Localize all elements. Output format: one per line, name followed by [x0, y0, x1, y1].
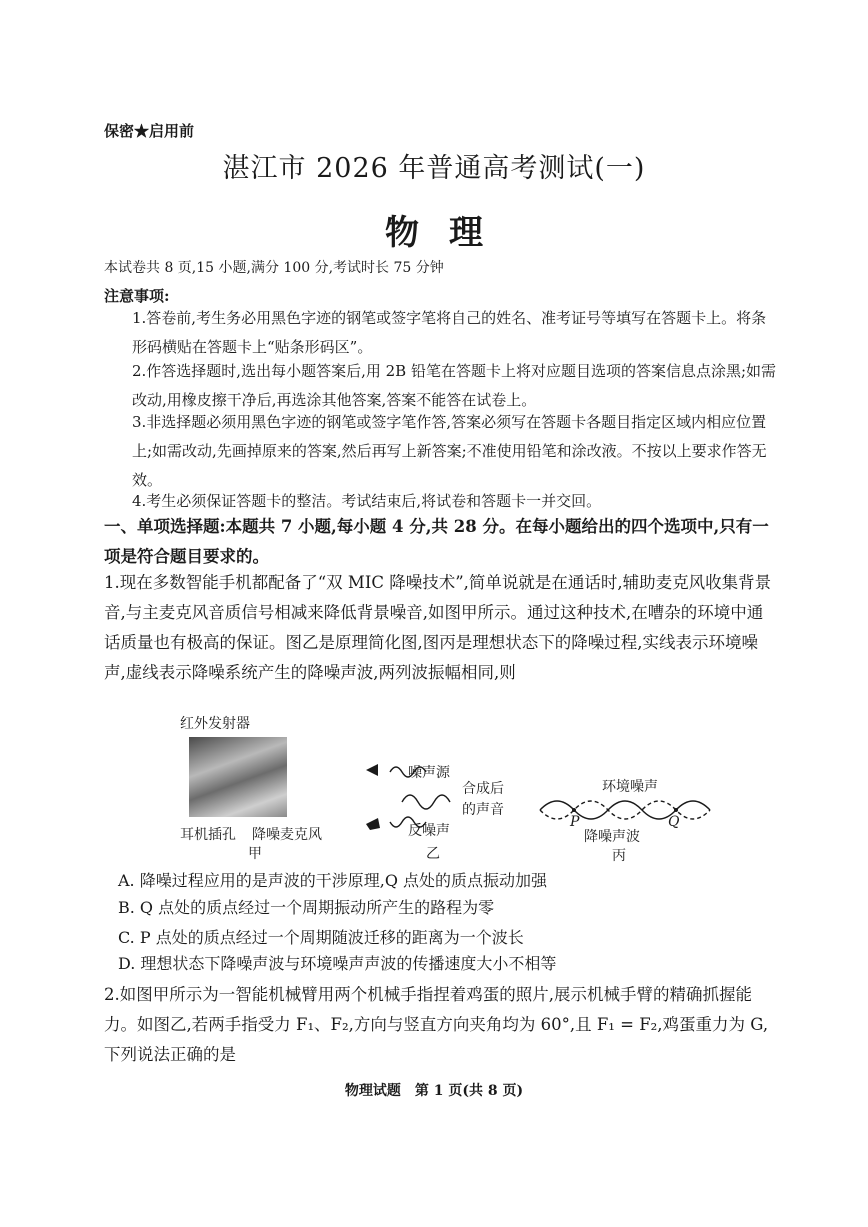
- fig-bing-diagram: [536, 790, 716, 830]
- fig-yi-caption: 乙: [426, 846, 440, 862]
- question-2-stem: 2.如图甲所示为一智能机械臂用两个机械手指捏着鸡蛋的照片,展示机械手臂的精确抓握能力。如图乙,若两手指受力 F₁、F₂,方向与竖直方向夹角均为 60°,且 F₁ = F₂,鸡蛋重力为 G,下列说法正确的是: [104, 985, 769, 1064]
- combined-wave: [402, 795, 450, 809]
- question-1-stem: 1.现在多数智能手机都配备了“双 MIC 降噪技术”,简单说就是在通话时,辅助麦克风收集背景音,与主麦克风音质信号相减来降低背景噪音,如图甲所示。通过这种技术,在嘈杂的环境中通话质量也有极高的保证。图乙是原理简化图,图丙是理想状态下的降噪过程,实线表示环境噪声,虚线表示降噪系统产生的降噪声波,两列波振幅相同,则: [104, 573, 772, 682]
- notes-heading: 注意事项:: [104, 287, 170, 305]
- noise-source-icon: [366, 764, 378, 776]
- subject-title: 物理: [385, 213, 513, 253]
- anti-noise-source-icon: [366, 818, 380, 830]
- option-b: B. Q 点处的质点经过一个周期振动所产生的路程为零: [118, 898, 495, 917]
- fig-bing-anti-label: 降噪声波: [584, 829, 640, 845]
- fig-jia-right-label: 降噪麦克风: [252, 827, 322, 843]
- note-item-1: 1.答卷前,考生务必用黑色字迹的钢笔或签字笔将自己的姓名、准考证号等填写在答题卡上。将条形码横贴在答题卡上“贴条形码区”。: [132, 309, 767, 356]
- note-item-2: 2.作答选择题时,选出每小题答案后,用 2B 铅笔在答题卡上将对应题目选项的答案信息点涂黑;如需改动,用橡皮擦干净后,再选涂其他答案,答案不能答在试卷上。: [132, 362, 777, 409]
- phone-photo: [189, 737, 287, 817]
- fig-bing-p-label: P: [570, 814, 580, 830]
- exam-info: 本试卷共 8 页,15 小题,满分 100 分,考试时长 75 分钟: [104, 260, 444, 276]
- fig-yi-source-label: 噪声源: [408, 765, 450, 781]
- note-item-3: 3.非选择题必须用黑色字迹的钢笔或签字笔作答,答案必须写在答题卡各题目指定区域内相应位置上;如需改动,先画掉原来的答案,然后再写上新答案;不准使用铅笔和涂改液。不按以上要求作答无效。: [132, 413, 767, 489]
- point-q-marker: [674, 808, 678, 812]
- fig-yi-combined-label-1: 合成后: [462, 781, 504, 797]
- option-c: C. P 点处的质点经过一个周期随波迁移的距离为一个波长: [118, 928, 524, 947]
- fig-bing-q-label: Q: [668, 814, 680, 830]
- fig-yi-anti-label: 反噪声: [408, 823, 450, 839]
- fig-jia-top-label: 红外发射器: [180, 716, 250, 732]
- section-heading: 一、单项选择题:本题共 7 小题,每小题 4 分,共 28 分。在每小题给出的四个选项中,只有一项是符合题目要求的。: [104, 517, 769, 566]
- fig-bing-caption: 丙: [612, 848, 626, 864]
- fig-bing-env-label: 环境噪声: [602, 779, 658, 795]
- confidential-label: 保密★启用前: [104, 122, 195, 140]
- page-footer: 物理试题 第 1 页(共 8 页): [344, 1083, 524, 1099]
- option-d: D. 理想状态下降噪声波与环境噪声声波的传播速度大小不相等: [118, 954, 557, 973]
- point-p-marker: [572, 808, 576, 812]
- option-a: A. 降噪过程应用的是声波的干涉原理,Q 点处的质点振动加强: [118, 871, 548, 890]
- exam-title: 湛江市 2026 年普通高考测试(一): [222, 153, 646, 184]
- fig-yi-combined-label-2: 的声音: [462, 802, 504, 818]
- note-item-4: 4.考生必须保证答题卡的整洁。考试结束后,将试卷和答题卡一并交回。: [132, 492, 602, 510]
- fig-jia-left-label: 耳机插孔: [180, 827, 236, 843]
- fig-jia-caption: 甲: [248, 846, 262, 862]
